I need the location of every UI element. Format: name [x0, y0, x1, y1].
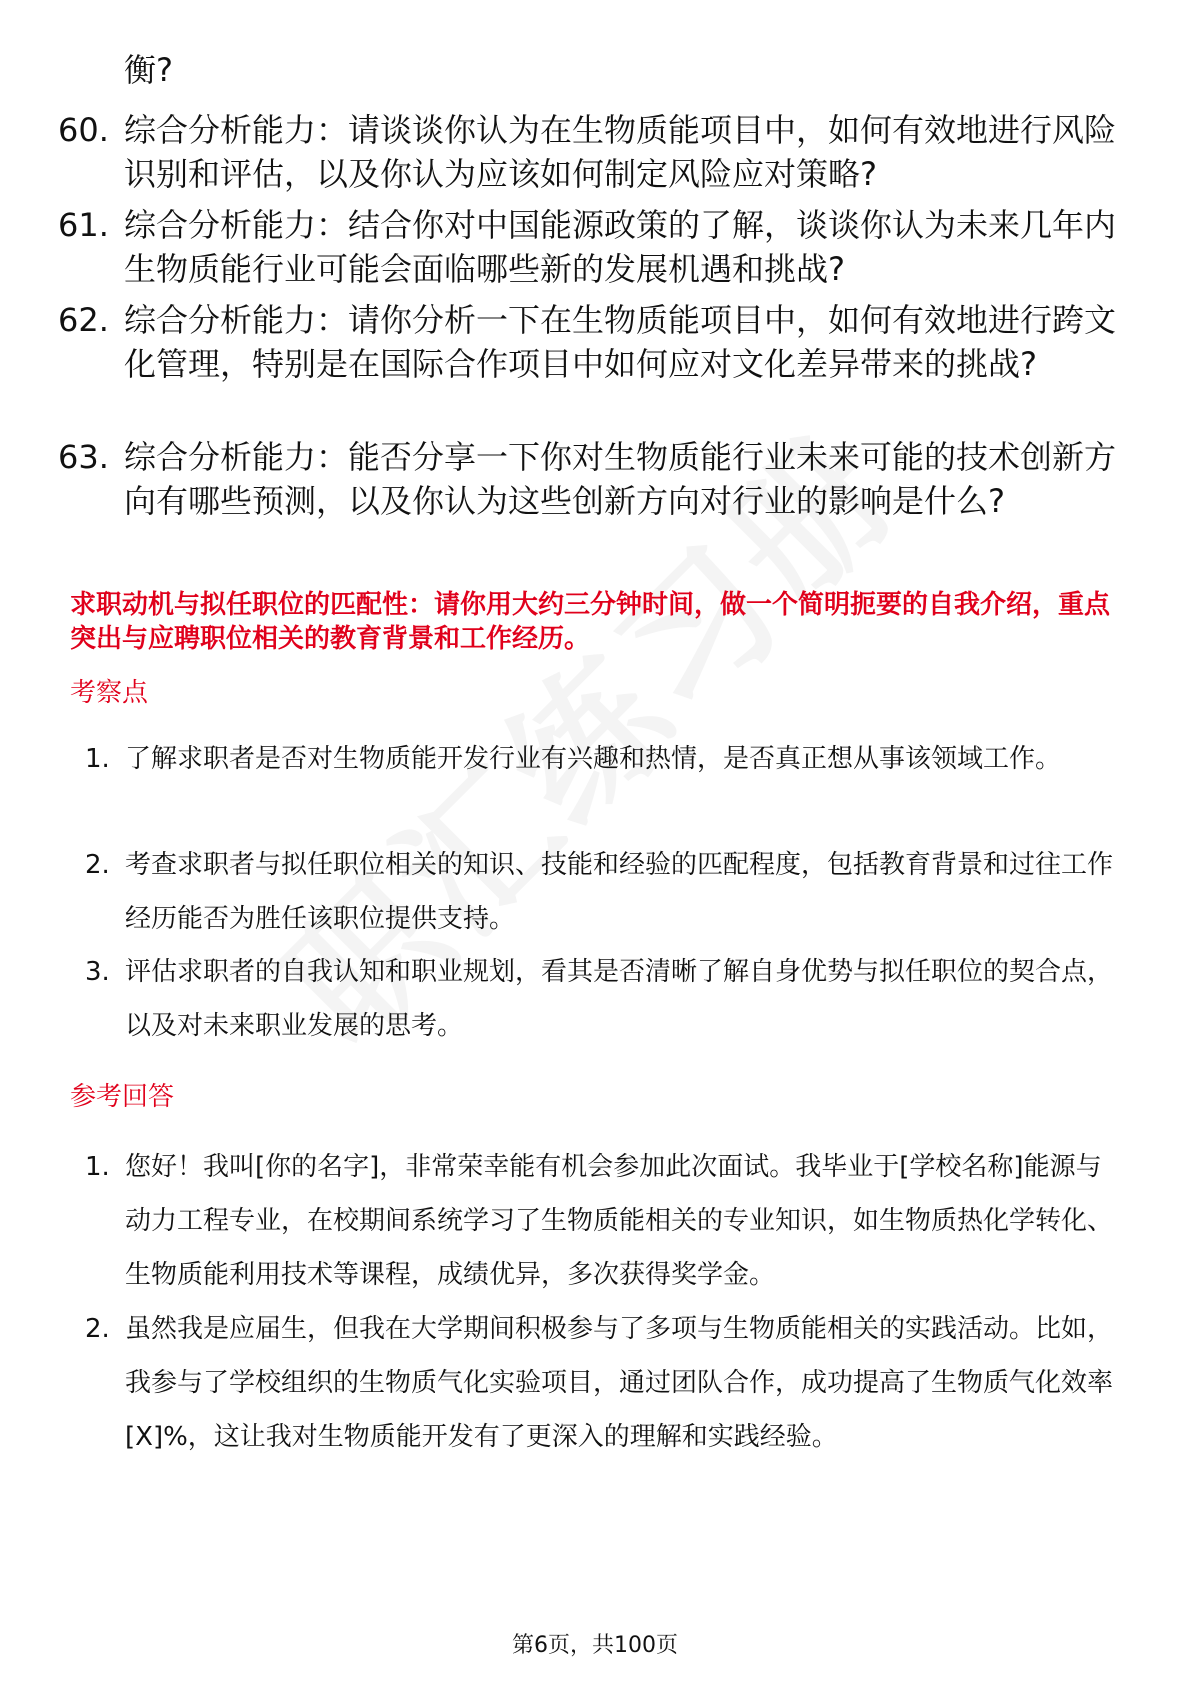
cankao-item-2: [85, 1302, 1125, 1464]
section-heading: 求职动机与拟任职位的匹配性：请你用大约三分钟时间，做一个简明扼要的自我介绍，重点突出与应聘职位相关的教育背景和工作经历。: [70, 590, 1111, 654]
question-61: [58, 203, 1128, 291]
list-text: 了解求职者是否对生物质能开发行业有兴趣和热情，是否真正想从事该领域工作。: [125, 744, 1062, 774]
kaochadian-item-2: [85, 838, 1125, 946]
question-text: 综合分析能力：结合你对中国能源政策的了解，谈谈你认为未来几年内生物质能行业可能会面临哪些新的发展机遇和挑战?: [124, 206, 1117, 288]
list-number: 3.: [85, 957, 110, 987]
list-number: 2.: [85, 850, 110, 880]
question-60: [58, 108, 1128, 196]
question-62: [58, 298, 1128, 386]
question-text: 综合分析能力：请你分析一下在生物质能项目中，如何有效地进行跨文化管理，特别是在国际合作项目中如何应对文化差异带来的挑战?: [124, 301, 1117, 383]
question-text: 综合分析能力：能否分享一下你对生物质能行业未来可能的技术创新方向有哪些预测，以及你认为这些创新方向对行业的影响是什么?: [124, 438, 1117, 520]
list-number: 1.: [85, 1152, 110, 1182]
list-text: 评估求职者的自我认知和职业规划，看其是否清晰了解自身优势与拟任职位的契合点，以及对未来职业发展的思考。: [125, 957, 1114, 1041]
list-number: 2.: [85, 1314, 110, 1344]
question-number: 61.: [58, 206, 109, 244]
question-number: 60.: [58, 111, 109, 149]
page-footer: 第6页，共100页: [512, 1633, 678, 1658]
question-text: 综合分析能力：请谈谈你认为在生物质能项目中，如何有效地进行风险识别和评估，以及你认为应该如何制定风险应对策略?: [124, 111, 1117, 193]
cankao-label: 参考回答: [70, 1082, 175, 1112]
list-text: 虽然我是应届生，但我在大学期间积极参与了多项与生物质能相关的实践活动。比如，我参与了学校组织的生物质气化实验项目，通过团队合作，成功提高了生物质气化效率[X]%，这让我对生物质能开发有了更深入的理解和实践经验。: [125, 1314, 1114, 1452]
question-number: 62.: [58, 301, 109, 339]
cankao-item-1: [85, 1140, 1125, 1302]
kaochadian-item-1: [85, 732, 1125, 786]
kaochadian-item-3: [85, 945, 1125, 1053]
question-text: 衡?: [124, 51, 173, 89]
question-continuation: [58, 48, 1128, 92]
kaochadian-label: 考察点: [70, 678, 149, 708]
question-number: 63.: [58, 438, 109, 476]
list-number: 1.: [85, 744, 110, 774]
question-63: [58, 435, 1128, 523]
list-text: 考查求职者与拟任职位相关的知识、技能和经验的匹配程度，包括教育背景和过往工作经历能否为胜任该职位提供支持。: [125, 850, 1114, 934]
list-text: 您好！我叫[你的名字]，非常荣幸能有机会参加此次面试。我毕业于[学校名称]能源与动力工程专业，在校期间系统学习了生物质能相关的专业知识，如生物质热化学转化、生物质能利用技术等课程，成绩优异，多次获得奖学金。: [125, 1152, 1114, 1290]
